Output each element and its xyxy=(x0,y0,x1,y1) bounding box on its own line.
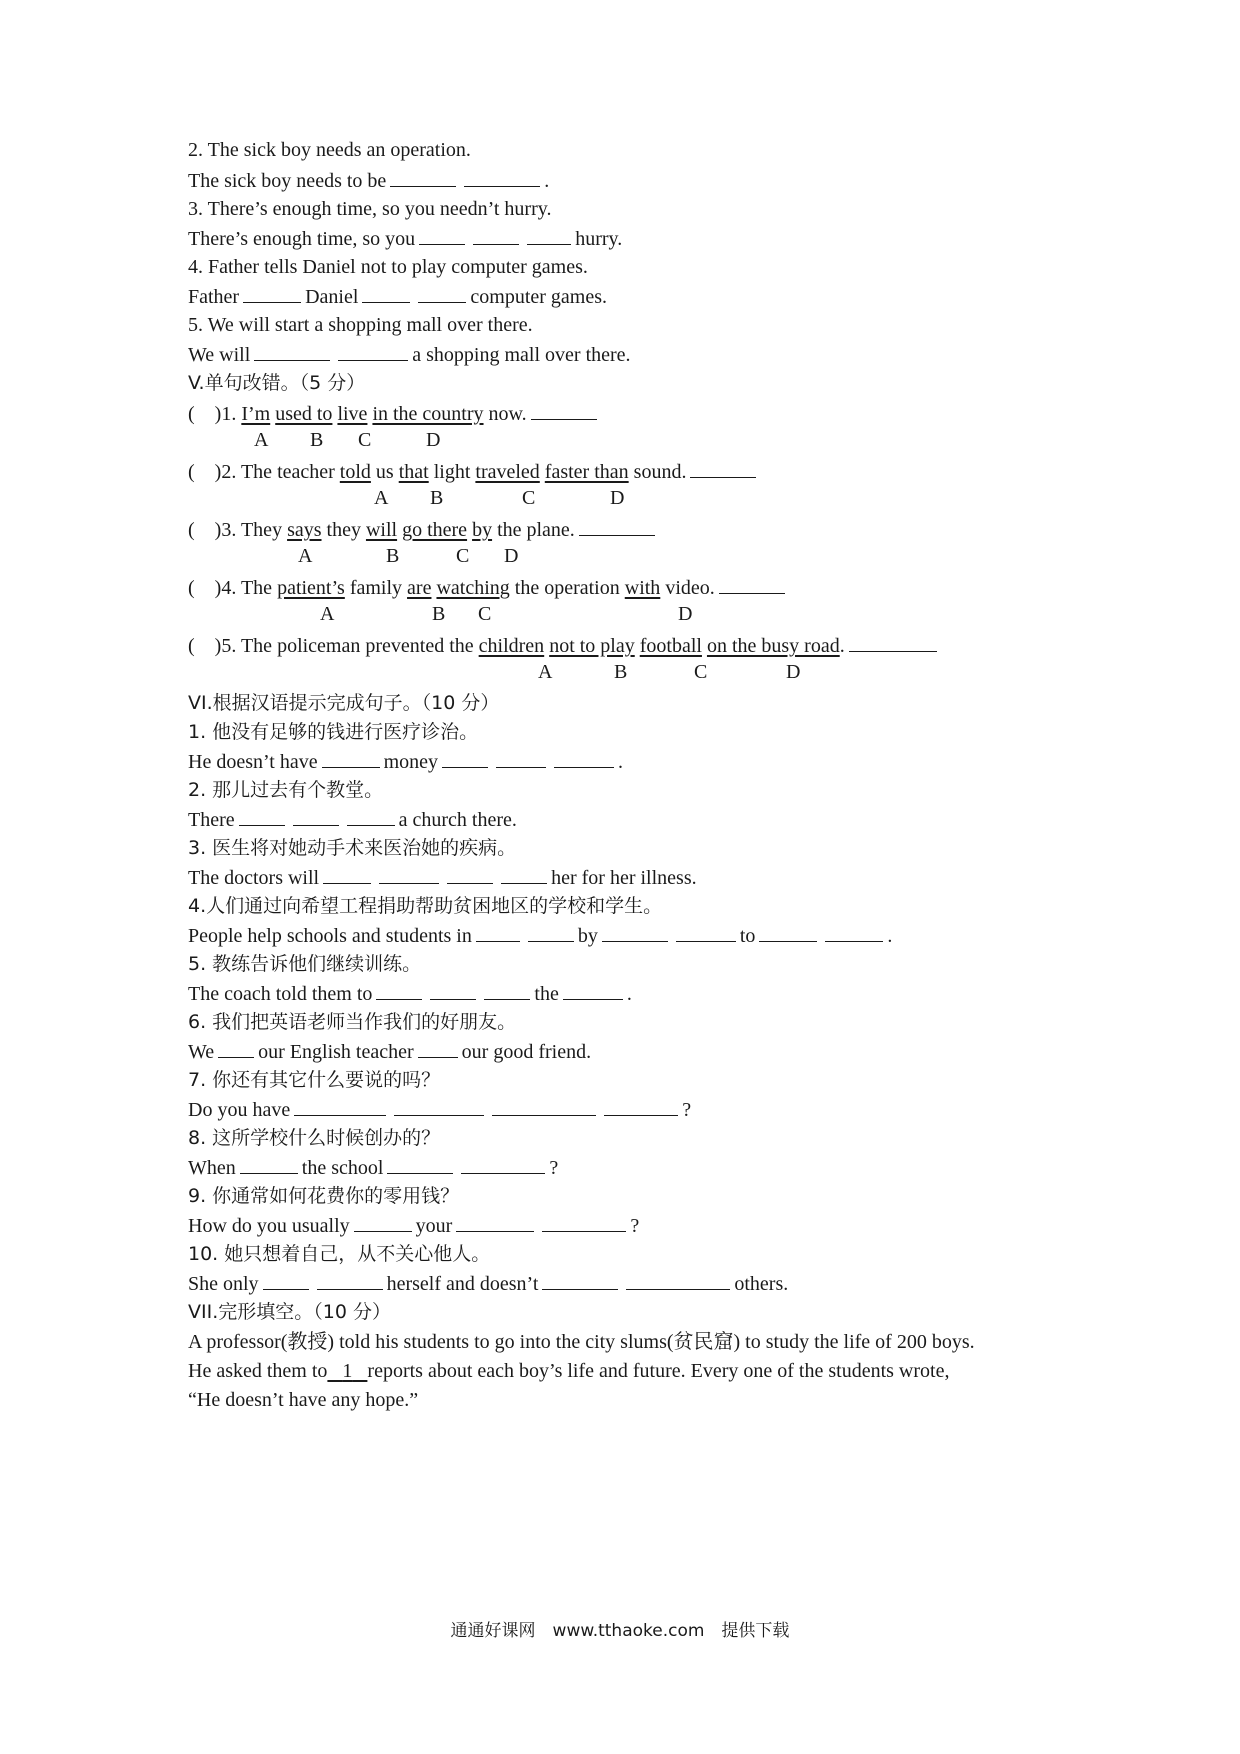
translation-answer-8: When the school ? xyxy=(188,1153,558,1182)
answer-blank[interactable] xyxy=(362,282,410,303)
translation-prompt-10: 10. 她只想着自己，从不关心他人。 xyxy=(188,1243,491,1265)
answer-blank[interactable] xyxy=(719,573,785,594)
answer-blank[interactable] xyxy=(418,282,466,303)
rewrite-answer-4: Father Daniel computer games. xyxy=(188,282,607,311)
answer-blank[interactable] xyxy=(322,747,380,768)
translation-prompt-4: 4.人们通过向希望工程捐助帮助贫困地区的学校和学生。 xyxy=(188,895,663,917)
answer-blank[interactable] xyxy=(430,979,476,1000)
translation-prompt-1: 1. 他没有足够的钱进行医疗诊治。 xyxy=(188,721,479,743)
answer-blank[interactable] xyxy=(418,1037,458,1058)
answer-blank[interactable] xyxy=(323,863,371,884)
answer-blank[interactable] xyxy=(354,1211,412,1232)
cloze-blank-1[interactable]: 1 xyxy=(342,1360,353,1382)
answer-blank[interactable] xyxy=(849,631,937,652)
correction-item-5: ( )5. The policeman prevented the children not to play football on the busy road. xyxy=(188,631,941,660)
correction-item-2: ( )2. The teacher told us that light traveled faster than sound. xyxy=(188,457,760,486)
answer-blank[interactable] xyxy=(690,457,756,478)
answer-blank[interactable] xyxy=(492,1095,596,1116)
translation-prompt-7: 7. 你还有其它什么要说的吗？ xyxy=(188,1069,441,1091)
answer-blank[interactable] xyxy=(379,863,439,884)
exam-page: 2. The sick boy needs an operation. The sick boy needs to be . 3. There’s enough time, so you needn’t hurry. There’s enough time, so you hurry. 4. Father tells Daniel not to play computer games. Father Daniel computer games. 5. We will start a shopping mall over there. We will a shopping mall over there. V.单句改错。（5 分） ( )1. I’m used to live in the country now. A B C D ( )2. The teacher told us that light traveled faster than sound. A B C D ( )3. They says they will go there by the plane. A B C D ( )4. The patient’s family are watching the operation with video. A B C D ( )5. The policeman prevented the children not to play football on the busy road. A B C D VI.根据汉语提示完成句子。（10 分） 1. 他没有足够的钱进行医疗诊治。 He doesn’t have money . 2. 那儿过去有个教堂。 There a church there. 3. 医生将对她动手术来医治她的疾病。 The doctors will her for her illness. 4.人们通过向希望工程捐助帮助贫困地区的学校和学生。 People help schools and students in by to . 5. 教练告诉他们继续训练。 The coach told them to the . 6. 我们把英语老师当作我们的好朋友。 We our English teacher our good friend. 7. 你还有其它什么要说的吗？ Do you have ? 8. 这所学校什么时候创办的？ When the school ? 9. 你通常如何花费你的零用钱？ How do you usually your ? 10. 她只想着自己，从不关心他人。 She only herself and doesn’t others. VII.完形填空。（10 分） A professor(教授) told his students to go into the city slums(贫民窟) to study the life of 200 boys. He asked them to 1 reports about each boy’s life and future. Every one of the students wrote, “He doesn’t have any hope.” 通通好课网 www.tthaoke.com 提供下载 xyxy=(0,0,1240,1754)
translation-prompt-6: 6. 我们把英语老师当作我们的好朋友。 xyxy=(188,1011,517,1033)
answer-blank[interactable] xyxy=(442,747,488,768)
answer-blank[interactable] xyxy=(456,1211,534,1232)
answer-blank[interactable] xyxy=(476,921,520,942)
answer-blank[interactable] xyxy=(218,1037,254,1058)
answer-blank[interactable] xyxy=(554,747,614,768)
answer-blank[interactable] xyxy=(473,224,519,245)
answer-blank[interactable] xyxy=(602,921,668,942)
page-footer: 通通好课网 www.tthaoke.com 提供下载 xyxy=(450,1621,790,1641)
answer-blank[interactable] xyxy=(563,979,623,1000)
answer-blank[interactable] xyxy=(542,1211,626,1232)
translation-answer-3: The doctors will her for her illness. xyxy=(188,863,697,892)
answer-blank[interactable] xyxy=(461,1153,545,1174)
answer-blank[interactable] xyxy=(676,921,736,942)
answer-blank[interactable] xyxy=(464,166,540,187)
translation-answer-4: People help schools and students in by to . xyxy=(188,921,892,950)
answer-blank[interactable] xyxy=(239,805,285,826)
answer-blank[interactable] xyxy=(484,979,530,1000)
rewrite-question-3: 3. There’s enough time, so you needn’t hurry. xyxy=(188,198,552,220)
translation-prompt-5: 5. 教练告诉他们继续训练。 xyxy=(188,953,422,975)
answer-blank[interactable] xyxy=(376,979,422,1000)
answer-blank[interactable] xyxy=(347,805,395,826)
rewrite-answer-3: There’s enough time, so you hurry. xyxy=(188,224,622,253)
answer-blank[interactable] xyxy=(263,1269,309,1290)
answer-blank[interactable] xyxy=(496,747,546,768)
answer-blank[interactable] xyxy=(394,1095,484,1116)
answer-blank[interactable] xyxy=(317,1269,383,1290)
answer-blank[interactable] xyxy=(759,921,817,942)
rewrite-answer-2: The sick boy needs to be . xyxy=(188,166,549,195)
translation-answer-9: How do you usually your ? xyxy=(188,1211,639,1240)
cloze-paragraph-line-3: “He doesn’t have any hope.” xyxy=(188,1389,419,1411)
answer-blank[interactable] xyxy=(542,1269,618,1290)
answer-blank[interactable] xyxy=(419,224,465,245)
answer-blank[interactable] xyxy=(528,921,574,942)
rewrite-question-2: 2. The sick boy needs an operation. xyxy=(188,139,471,161)
answer-blank[interactable] xyxy=(293,805,339,826)
answer-blank[interactable] xyxy=(527,224,571,245)
rewrite-answer-5: We will a shopping mall over there. xyxy=(188,340,631,369)
translation-prompt-9: 9. 你通常如何花费你的零用钱？ xyxy=(188,1185,460,1207)
cloze-paragraph-line-2: He asked them to 1 reports about each boy’s life and future. Every one of the students wrote, xyxy=(188,1360,950,1382)
answer-blank[interactable] xyxy=(243,282,301,303)
section-7-title: VII.完形填空。（10 分） xyxy=(188,1301,391,1323)
translation-answer-5: The coach told them to the . xyxy=(188,979,632,1008)
translation-prompt-2: 2. 那儿过去有个教堂。 xyxy=(188,779,384,801)
rewrite-question-5: 5. We will start a shopping mall over there. xyxy=(188,314,533,336)
answer-blank[interactable] xyxy=(579,515,655,536)
answer-blank[interactable] xyxy=(447,863,493,884)
correction-item-4: ( )4. The patient’s family are watching the operation with video. xyxy=(188,573,789,602)
answer-blank[interactable] xyxy=(604,1095,678,1116)
correction-item-3: ( )3. They says they will go there by the plane. xyxy=(188,515,659,544)
answer-blank[interactable] xyxy=(387,1153,453,1174)
translation-answer-6: We our English teacher our good friend. xyxy=(188,1037,591,1066)
translation-answer-7: Do you have ? xyxy=(188,1095,691,1124)
answer-blank[interactable] xyxy=(294,1095,386,1116)
answer-blank[interactable] xyxy=(531,399,597,420)
answer-blank[interactable] xyxy=(240,1153,298,1174)
translation-answer-10: She only herself and doesn’t others. xyxy=(188,1269,788,1298)
section-6-title: VI.根据汉语提示完成句子。（10 分） xyxy=(188,692,500,714)
answer-blank[interactable] xyxy=(338,340,408,361)
answer-blank[interactable] xyxy=(626,1269,730,1290)
correction-item-1: ( )1. I’m used to live in the country now. xyxy=(188,399,601,428)
translation-answer-2: There a church there. xyxy=(188,805,517,834)
rewrite-question-4: 4. Father tells Daniel not to play computer games. xyxy=(188,256,588,278)
answer-blank[interactable] xyxy=(501,863,547,884)
answer-blank[interactable] xyxy=(825,921,883,942)
section-5-title: V.单句改错。（5 分） xyxy=(188,372,366,394)
translation-prompt-3: 3. 医生将对她动手术来医治她的疾病。 xyxy=(188,837,517,859)
answer-blank[interactable] xyxy=(254,340,330,361)
translation-answer-1: He doesn’t have money . xyxy=(188,747,623,776)
translation-prompt-8: 8. 这所学校什么时候创办的？ xyxy=(188,1127,441,1149)
answer-blank[interactable] xyxy=(390,166,456,187)
cloze-paragraph-line-1: A professor(教授) told his students to go into the city slums(贫民窟) to study the life of 200 boys. xyxy=(188,1331,975,1353)
